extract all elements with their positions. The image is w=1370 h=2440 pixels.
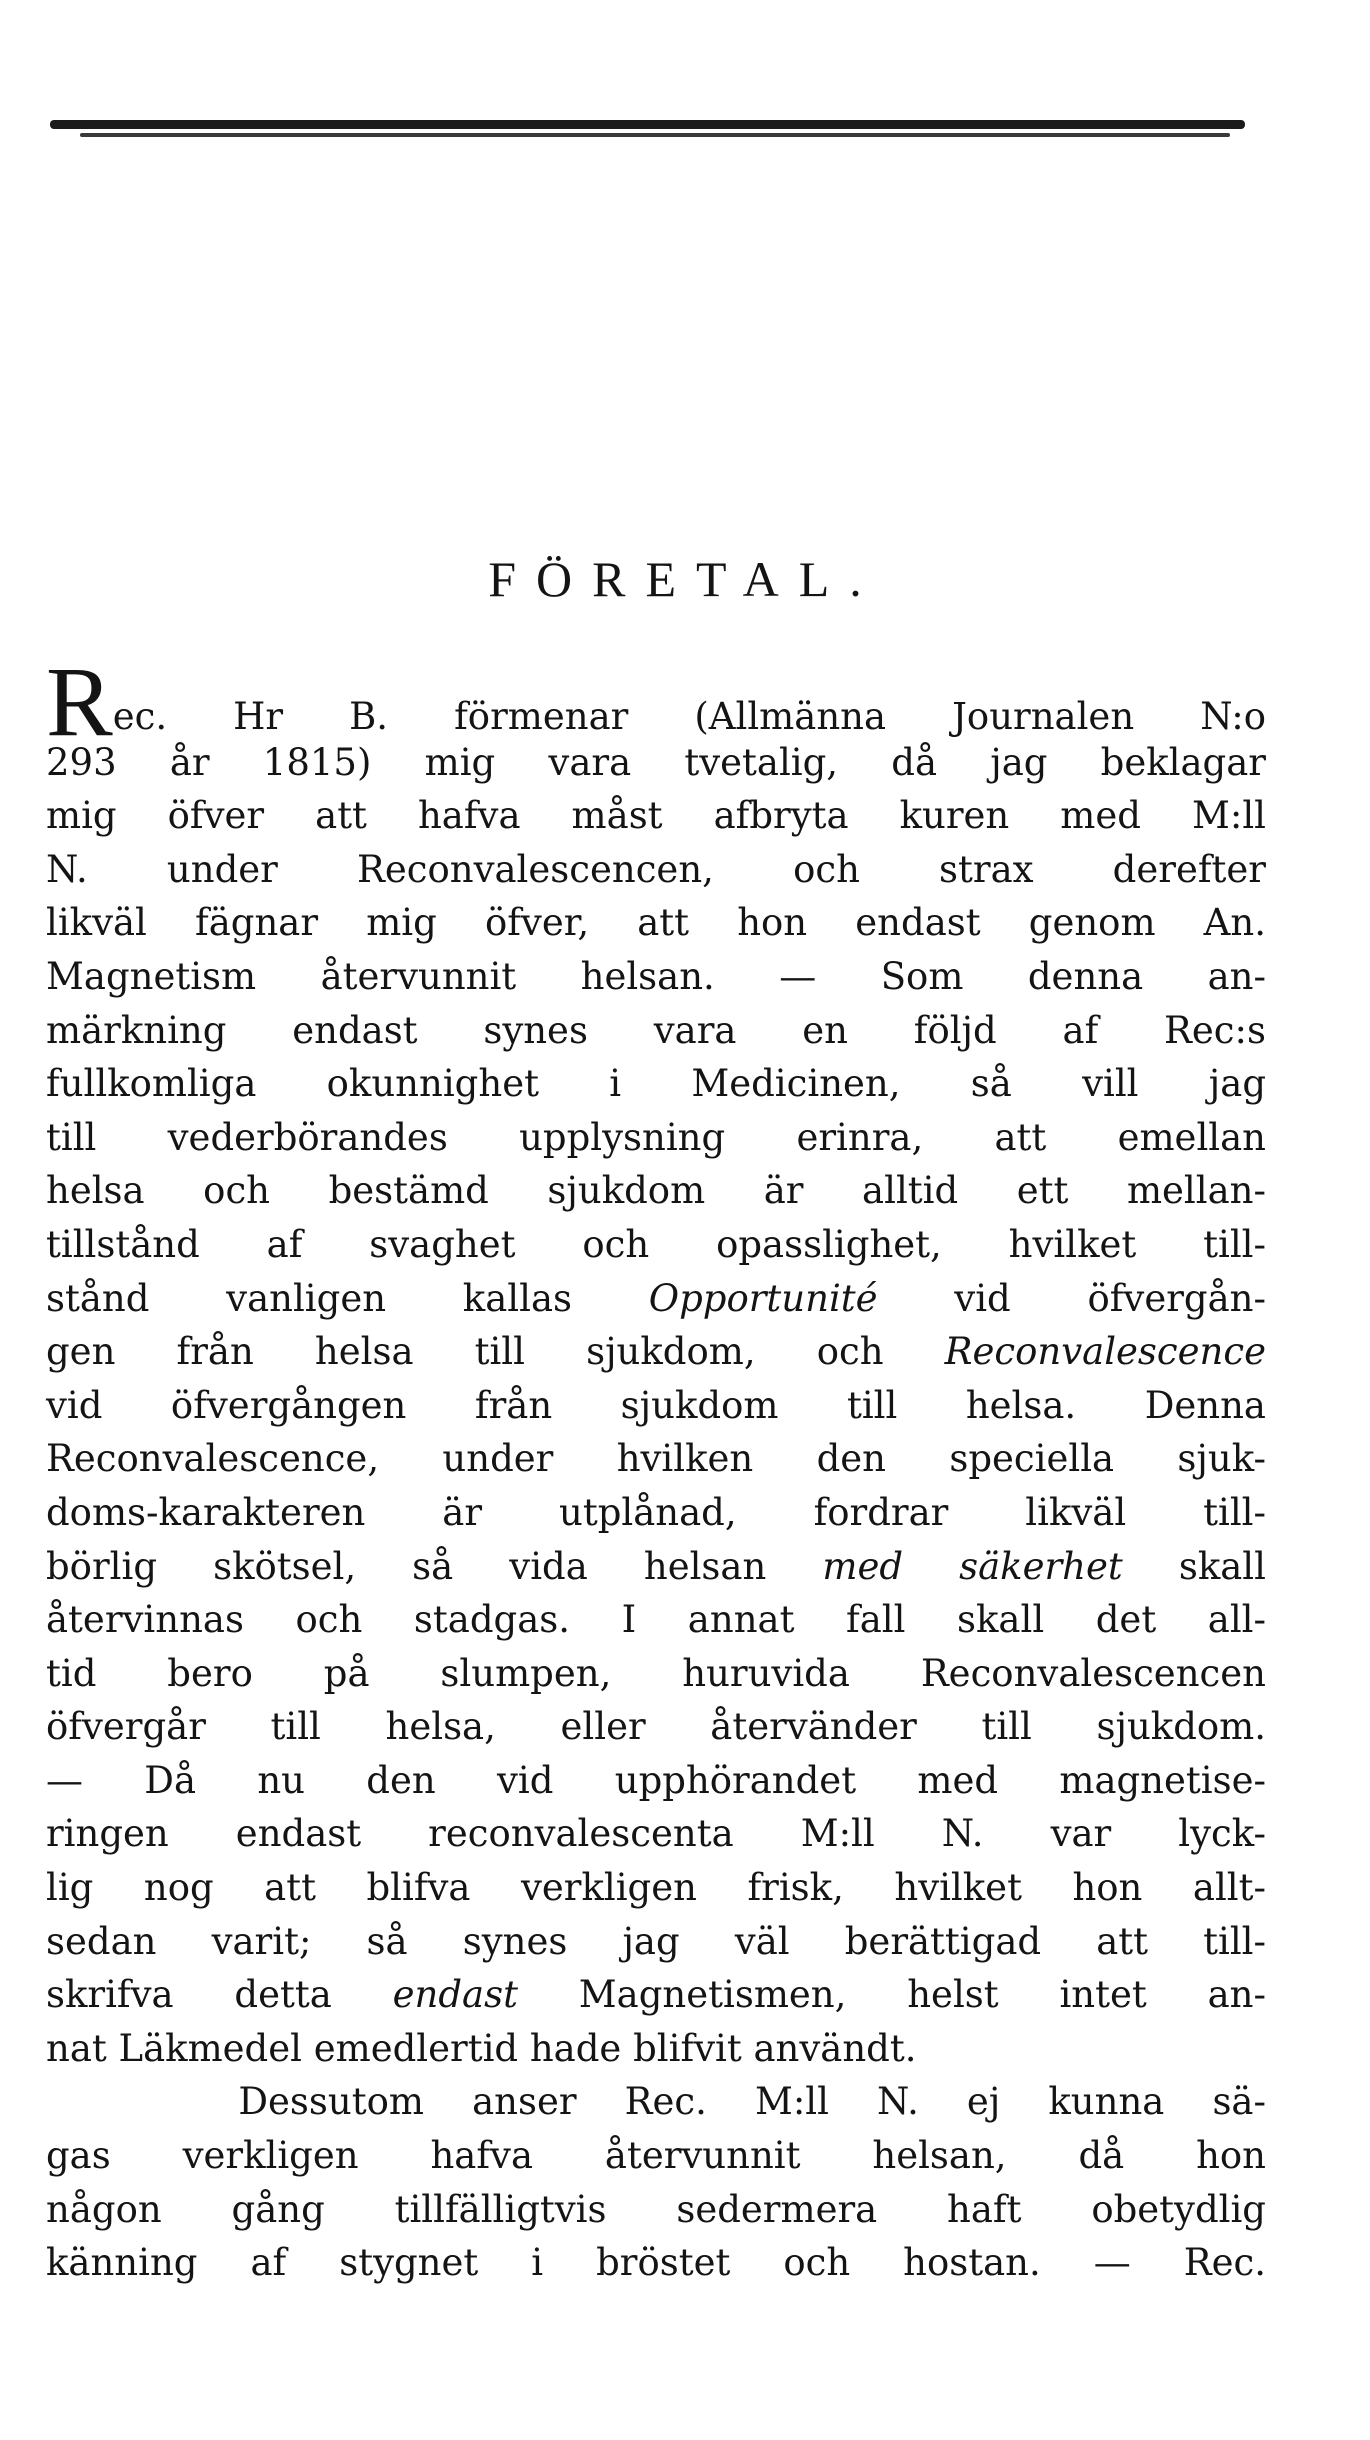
first-line-text: ec. Hr B. förmenar (Allmänna Journalen N:o — [112, 695, 1266, 738]
text-line: N. under Reconvalescencen, och strax derefter — [46, 847, 1266, 891]
text-run: gen från helsa till sjukdom, och — [46, 1330, 945, 1374]
italic-term: Reconvalescence — [944, 1330, 1266, 1374]
text-line: Reconvalescence, under hvilken den speciella sjuk- — [46, 1437, 1266, 1481]
text-line: återvinnas och stadgas. I annat fall skall det all- — [46, 1598, 1266, 1642]
text-line: tillstånd af svaghet och opasslighet, hvilket till- — [46, 1222, 1266, 1266]
text-line: gas verkligen hafva återvunnit helsan, då hon — [46, 2134, 1266, 2178]
italic-term: Opportunité — [648, 1276, 878, 1320]
text-run: skall — [1122, 1544, 1266, 1588]
text-line: vid öfvergången från sjukdom till helsa. Denna — [46, 1383, 1266, 1427]
top-rule — [50, 120, 1245, 129]
text-run: vid öfvergån- — [877, 1276, 1266, 1320]
italic-term: endast — [392, 1973, 518, 2017]
text-line: doms-karakteren är utplånad, fordrar likväl till- — [46, 1490, 1266, 1534]
text-line: Magnetism återvunnit helsan. — Som denna an- — [46, 954, 1266, 998]
text-line: märkning endast synes vara en följd af Rec:s — [46, 1008, 1266, 1052]
top-rule-thin — [80, 133, 1230, 137]
text-line: ringen endast reconvalescenta M:ll N. var lyck- — [46, 1812, 1266, 1856]
body-text — [46, 646, 1266, 2290]
italic-term: med säkerhet — [822, 1544, 1123, 1588]
text-line: tid bero på slumpen, huruvida Reconvalescencen — [46, 1651, 1266, 1695]
text-line — [46, 1968, 1266, 2022]
text-line — [46, 1272, 1266, 1326]
text-line: öfvergår till helsa, eller återvänder till sjukdom. — [46, 1705, 1266, 1749]
text-run: börlig skötsel, så vida helsan — [46, 1544, 823, 1588]
text-line — [46, 646, 1266, 757]
text-line — [46, 1325, 1266, 1379]
text-run: stånd vanligen kallas — [46, 1276, 649, 1320]
drop-cap: R — [46, 646, 113, 757]
text-line: — Då nu den vid upphörandet med magnetise- — [46, 1758, 1266, 1802]
text-line: lig nog att blifva verkligen frisk, hvilket hon allt- — [46, 1866, 1266, 1910]
text-run: Magnetismen, helst intet an- — [517, 1973, 1266, 2017]
text-line: någon gång tillfälligtvis sedermera haft obetydlig — [46, 2187, 1266, 2231]
text-line: mig öfver att hafva måst afbryta kuren med M:ll — [46, 794, 1266, 838]
text-line: Dessutom anser Rec. M:ll N. ej kunna sä- — [46, 2080, 1266, 2124]
text-line: helsa och bestämd sjukdom är alltid ett mellan- — [46, 1169, 1266, 1213]
text-run: skrifva detta — [46, 1973, 393, 2017]
text-line — [46, 1540, 1266, 1594]
text-line: till vederbörandes upplysning erinra, att emellan — [46, 1115, 1266, 1159]
text-line: nat Läkmedel emedlertid hade blifvit användt. — [46, 2026, 917, 2070]
text-line: likväl fägnar mig öfver, att hon endast genom An. — [46, 901, 1266, 945]
text-line: sedan varit; så synes jag väl berättigad att till- — [46, 1919, 1266, 1963]
text-line: känning af stygnet i bröstet och hostan. — Rec. — [46, 2241, 1266, 2285]
text-line: fullkomliga okunnighet i Medicinen, så vill jag — [46, 1062, 1266, 1106]
page-heading: FÖRETAL. — [488, 551, 882, 607]
text-line: 293 år 1815) mig vara tvetalig, då jag beklagar — [46, 740, 1266, 784]
